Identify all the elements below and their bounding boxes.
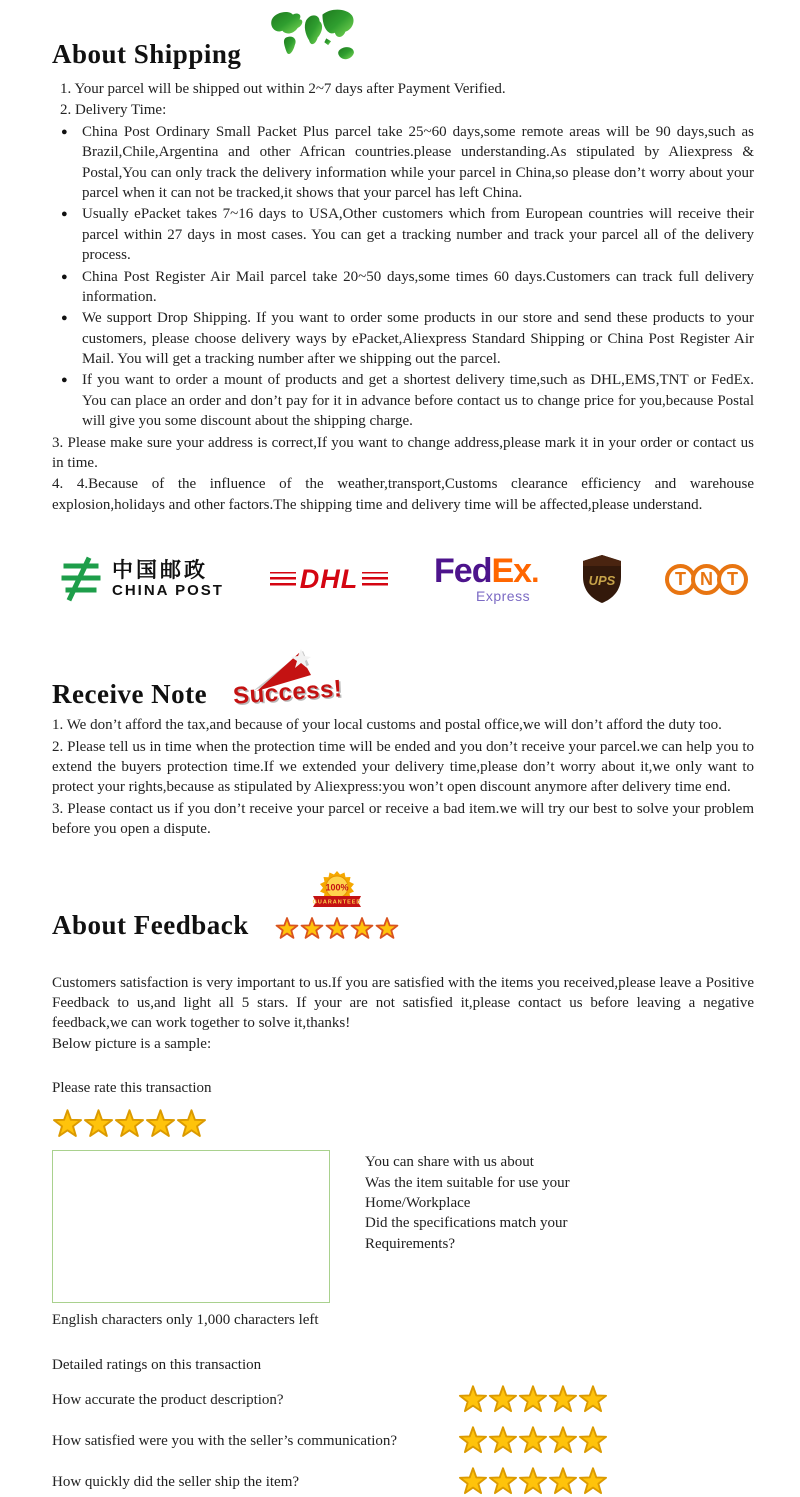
star-icon	[83, 1109, 114, 1140]
shipping-bullet-4: ● We support Drop Shipping. If you want to order some products in our store and send these products to your customers, please choose delivery ways by ePacket,Aliexpress Standard Shipping or China Post Register Air Mail. You will get a tracking number after we shipping out the parcel.	[52, 308, 754, 369]
rating-question: How satisfied were you with the seller’s communication?	[52, 1432, 398, 1449]
shipping-title: About Shipping	[52, 39, 242, 70]
receive-note-title: Receive Note	[52, 678, 208, 709]
carrier-logos-row	[52, 547, 754, 611]
receive-item-2: 2. Please tell us in time when the protection time will be ended and you don’t receive your parcel.we can help you to extend the buyers protection time.If we extended your delivery time,please don’t worry about it,we only want to protect your rights,because as stipulated by Aliexpress:you won’t open discount anymore after delivery time end.	[52, 738, 754, 796]
tnt-letter-n: N	[691, 564, 722, 595]
shipping-item-4: 4. 4.Because of the influence of the weather,transport,Customs clearance efficiency and warehouse explosion,holidays and other factors.The shipping time and delivery time will be affected,please understand.	[52, 476, 754, 513]
china-post-en-label: CHINA POST	[112, 582, 224, 600]
shipping-bullet-5: ● If you want to order a mount of products and get a shortest delivery time,such as DHL,EMS,TNT or FedEx. You can place an order and don’t pay for it in advance before contact us to change price for you,because Postal will give you some discount about the shipping charge.	[52, 370, 754, 431]
bullet-icon: ●	[61, 125, 68, 138]
tnt-letter-t1: T	[665, 564, 696, 595]
hint-line: Did the specifications match your	[365, 1215, 568, 1232]
shipping-bullet-1: ● China Post Ordinary Small Packet Plus parcel take 25~60 days,some remote areas will be 90 days,such as Brazil,Chile,Argentina and other African countries.please understanding.As stipulated by Aliexpress & Postal,You can only track the delivery information while your parcel in China,so please don’t worry about your parcel when it can not be tracked,it shows that your parcel has left China.	[52, 122, 754, 204]
world-map-icon	[263, 6, 359, 68]
star-icon	[578, 1467, 608, 1497]
fedex-logo	[434, 551, 540, 605]
fedex-fed-label: Fed	[434, 551, 492, 590]
success-label: Success!	[232, 675, 344, 710]
star-icon	[578, 1385, 608, 1415]
success-badge-icon	[233, 651, 343, 709]
star-icon	[350, 917, 374, 941]
dhl-stripes-icon	[362, 572, 388, 586]
star-icon	[458, 1467, 488, 1497]
star-icon	[518, 1385, 548, 1415]
feedback-comment-box[interactable]	[52, 1150, 330, 1303]
shipping-header	[52, 6, 754, 70]
svg-text:UPS: UPS	[588, 573, 616, 589]
star-icon	[488, 1385, 518, 1415]
star-icon	[458, 1426, 488, 1456]
receive-item-3: 3. Please contact us if you don’t receive your parcel or receive a bad item.we will try our best to solve your problem before you open a dispute.	[52, 800, 754, 838]
fedex-express-label: Express	[476, 588, 531, 605]
comment-hints	[365, 1150, 570, 1303]
dhl-stripes-icon	[270, 572, 296, 586]
star-icon	[325, 917, 349, 941]
star-icon	[548, 1426, 578, 1456]
star-icon	[488, 1467, 518, 1497]
bullet-icon: ●	[61, 312, 68, 325]
svg-text:100%: 100%	[325, 882, 349, 893]
star-icon	[518, 1426, 548, 1456]
star-icon	[52, 1109, 83, 1140]
star-icon	[275, 917, 299, 941]
shipping-item-1: 1. Your parcel will be shipped out within 2~7 days after Payment Verified.	[60, 81, 506, 97]
fedex-ex-label: Ex	[491, 551, 532, 590]
comment-area	[52, 1150, 754, 1303]
receive-note-body	[52, 715, 754, 839]
rating-row-shipping-speed	[52, 1467, 754, 1497]
star-icon	[518, 1467, 548, 1497]
star-icon	[578, 1426, 608, 1456]
dhl-label: DHL	[299, 563, 359, 594]
shipping-item-2: 2. Delivery Time:	[60, 102, 167, 119]
rate-transaction-stars[interactable]	[52, 1109, 754, 1140]
hint-line: Was the item suitable for use your	[365, 1174, 570, 1191]
rating-row-description	[52, 1385, 754, 1415]
tnt-logo	[665, 564, 748, 595]
shipping-body	[52, 79, 754, 515]
star-icon	[145, 1109, 176, 1140]
rating-stars-description[interactable]	[458, 1385, 608, 1415]
star-icon	[548, 1467, 578, 1497]
guarantee-badge-icon	[309, 870, 365, 917]
rating-stars-shipping-speed[interactable]	[458, 1467, 608, 1497]
star-icon	[375, 917, 399, 941]
svg-text:GUARANTEED: GUARANTEED	[312, 899, 362, 906]
bullet-icon: ●	[61, 208, 68, 221]
receive-item-1: 1. We don’t afford the tax,and because of your local customs and postal office,we will don’t afford the duty too.	[52, 717, 722, 734]
hint-line: You can share with us about	[365, 1154, 534, 1171]
china-post-emblem-icon	[58, 556, 104, 602]
china-post-logo	[58, 556, 224, 602]
star-icon	[300, 917, 324, 941]
hint-line: Requirements?	[365, 1235, 455, 1252]
rating-row-communication	[52, 1426, 754, 1456]
characters-left-label: English characters only 1,000 characters left	[52, 1312, 319, 1329]
rating-question: How accurate the product description?	[52, 1391, 284, 1408]
star-icon	[548, 1385, 578, 1415]
feedback-header	[52, 870, 754, 941]
sample-note: Below picture is a sample:	[52, 1035, 212, 1052]
feedback-title: About Feedback	[52, 909, 249, 940]
feedback-title-stars	[275, 917, 400, 941]
dhl-logo	[266, 564, 393, 595]
fedex-dot: .	[531, 555, 540, 589]
rating-stars-communication[interactable]	[458, 1426, 608, 1456]
china-post-cn-label: 中国邮政	[112, 558, 208, 583]
bullet-icon: ●	[61, 270, 68, 283]
shipping-item-3: 3. Please make sure your address is correct,If you want to change address,please mark it in your order or contact us in time.	[52, 434, 754, 472]
tnt-letter-t2: T	[717, 564, 748, 595]
rating-question: How quickly did the seller ship the item?	[52, 1473, 300, 1490]
bullet-icon: ●	[61, 374, 68, 387]
rate-transaction-label: Please rate this transaction	[52, 1080, 212, 1097]
shipping-bullet-3: ● China Post Register Air Mail parcel take 20~50 days,some times 60 days.Customers can track full delivery information.	[52, 267, 754, 308]
feedback-intro: Customers satisfaction is very important to us.If you are satisfied with the items you received,please leave a Positive Feedback to us,and light all 5 stars. If your are not satisfied it,please contact us before leaving a negative feedback,we can work together to solve it,thanks!	[52, 974, 754, 1032]
hint-line: Home/Workplace	[365, 1194, 471, 1211]
star-icon	[488, 1426, 518, 1456]
ups-logo	[581, 554, 623, 604]
star-icon	[176, 1109, 207, 1140]
receive-note-header	[52, 651, 754, 709]
star-icon	[458, 1385, 488, 1415]
star-icon	[114, 1109, 145, 1140]
detailed-ratings-label: Detailed ratings on this transaction	[52, 1357, 262, 1374]
shipping-bullet-2: ● Usually ePacket takes 7~16 days to USA,Other customers which from European countries will receive their parcel within 27 days in most cases. You can get a tracking number and track your parcel all of the delivery process.	[52, 204, 754, 265]
